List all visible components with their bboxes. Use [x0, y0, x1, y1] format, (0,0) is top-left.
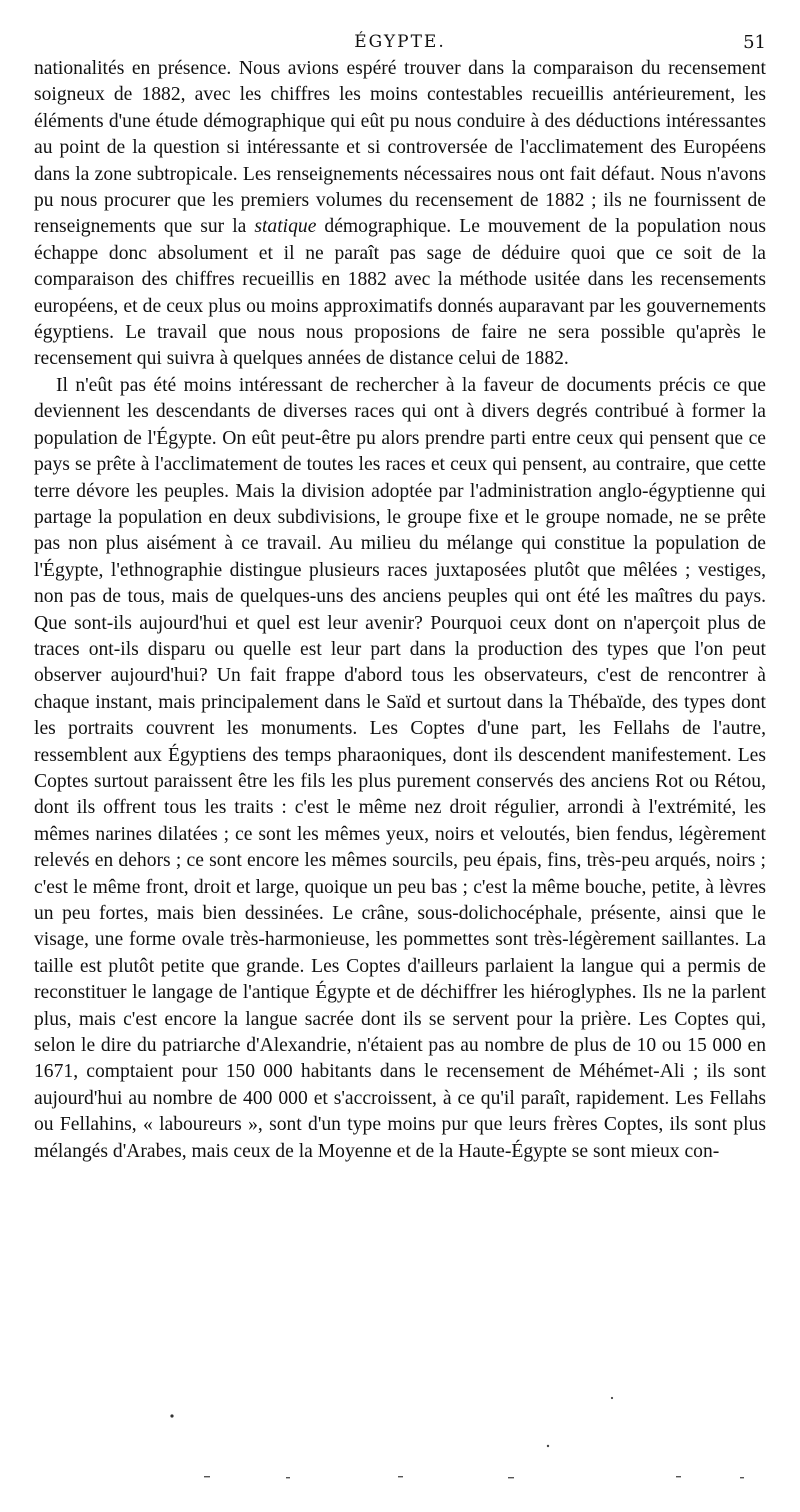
- page-number: 51: [743, 32, 766, 53]
- running-title: ÉGYPTE.: [354, 32, 446, 52]
- running-head: [34, 22, 766, 56]
- book-page: [34, 22, 766, 1165]
- body-text: [34, 56, 766, 1165]
- speck: [547, 1445, 549, 1447]
- speck: [676, 1476, 681, 1477]
- speck: [398, 1476, 403, 1477]
- speck: [170, 1414, 173, 1417]
- italic-term: statique: [254, 216, 317, 238]
- paragraph-1: [34, 56, 766, 373]
- speck: [611, 1397, 613, 1399]
- paragraph-1-text-b: démographique. Le mouvement de la population nous échappe donc absolument et il ne paraît pas sage de déduire quoi que ce soit de la comparaison des chiffres recueillis en 1882 avec la méthode usitée dans les recensements européens, et de ceux plus ou moins approximatifs donnés auparavant par les gouvernements égyptiens. Le travail que nous nous proposions de faire ne sera possible qu'après le recensement qui suivra à quelques années de distance celui de 1882.: [34, 216, 766, 370]
- paragraph-1-text-a: nationalités en présence. Nous avions espéré trouver dans la comparaison du recensement soigneux de 1882, avec les chiffres les moins contestables recueillis antérieurement, les éléments d'une étude démographique qui eût pu nous conduire à des déductions intéressantes au point de la question si intéressante et si controversée de l'acclimatement des Européens dans la zone subtropicale. Les renseignements nécessaires nous ont fait défaut. Nous n'avons pu nous procurer que les premiers volumes du recensement de 1882 ; ils ne fournissent de renseignements que sur la: [34, 58, 766, 238]
- speck: [508, 1477, 514, 1478]
- speck: [204, 1476, 210, 1477]
- paragraph-2: Il n'eût pas été moins intéressant de rechercher à la faveur de documents précis ce que deviennent les descendants de diverses races qui ont à divers degrés contribué à former la population de l'Égypte. On eût peut-être pu alors prendre parti entre ceux qui pensent que ce pays se prête à l'acclimatement de toutes les races et ceux qui pensent, au contraire, que cette terre dévore les peuples. Mais la division adoptée par l'administration anglo-égyptienne qui partage la population en deux subdivisions, le groupe fixe et le groupe nomade, ne se prête pas non plus aisément à ce travail. Au milieu du mélange qui constitue la population de l'Égypte, l'ethnographie distingue plusieurs races juxtaposées plutôt que mêlées ; vestiges, non pas de tous, mais de quelques-uns des anciens peuples qui ont été les maîtres du pays. Que sont-ils aujourd'hui et quel est leur avenir? Pourquoi ceux dont on n'aperçoit plus de traces ont-ils disparu ou quelle est leur part dans la production des types que l'on peut observer aujourd'hui? Un fait frappe d'abord tous les observateurs, c'est de rencontrer à chaque instant, mais principalement dans le Saïd et surtout dans la Thébaïde, des types dont les portraits couvrent les monuments. Les Coptes d'une part, les Fellahs de l'autre, ressemblent aux Égyptiens des temps pharaoniques, dont ils descendent manifestement. Les Coptes surtout paraissent être les fils les plus purement conservés des anciens Rot ou Rétou, dont ils offrent tous les traits : c'est le même nez droit régulier, arrondi à l'extrémité, les mêmes narines dilatées ; ce sont les mêmes yeux, noirs et veloutés, bien fendus, légèrement relevés en dehors ; ce sont encore les mêmes sourcils, peu épais, fins, très-peu arqués, noirs ; c'est le même front, droit et large, quoique un peu bas ; c'est la même bouche, petite, à lèvres un peu fortes, mais bien dessinées. Le crâne, sous-dolichocéphale, présente, ainsi que le visage, une forme ovale très-harmonieuse, les pommettes sont très-légèrement saillantes. La taille est plutôt petite que grande. Les Coptes d'ailleurs parlaient la langue qui a permis de reconstituer le langage de l'antique Égypte et de déchiffrer les hiéroglyphes. Ils ne la parlent plus, mais c'est encore la langue sacrée dont ils se servent pour la prière. Les Coptes qui, selon le dire du patriarche d'Alexandrie, n'étaient pas au nombre de plus de 10 ou 15 000 en 1671, comptaient pour 150 000 habitants dans le recensement de Méhémet-Ali ; ils sont aujourd'hui au nombre de 400 000 et s'accroissent, à ce qu'il paraît, rapidement. Les Fellahs ou Fellahins, « laboureurs », sont d'un type moins pur que leurs frères Coptes, ils sont plus mélangés d'Arabes, mais ceux de la Moyenne et de la Haute-Égypte se sont mieux con-: [34, 374, 766, 1162]
- speck: [286, 1477, 290, 1478]
- speck: [740, 1477, 744, 1478]
